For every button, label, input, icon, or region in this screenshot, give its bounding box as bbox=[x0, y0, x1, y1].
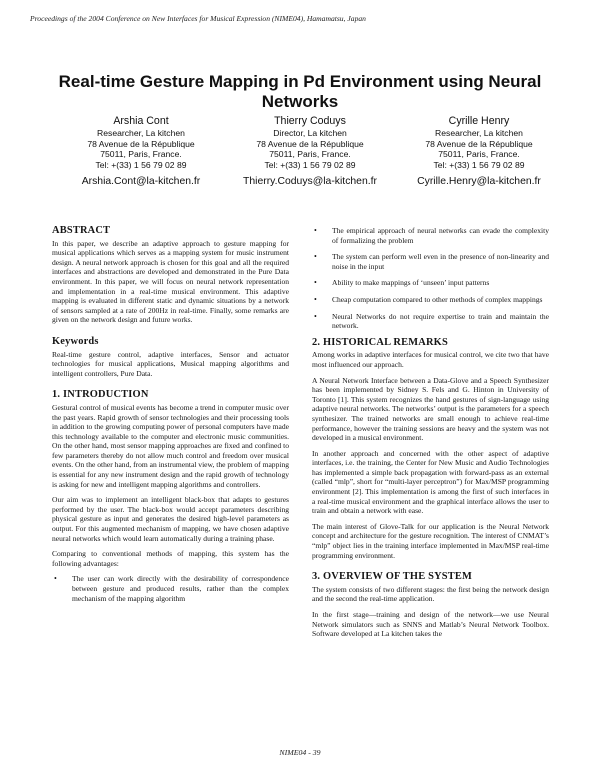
introduction-heading: 1. INTRODUCTION bbox=[52, 389, 149, 401]
author-city: 75011, Paris, France. bbox=[100, 149, 182, 160]
author-city: 75011, Paris, France. bbox=[269, 149, 351, 160]
historical-paragraph: Among works in adaptive interfaces for musical control, we cite two that have most influenced our approach. bbox=[312, 350, 549, 369]
proceedings-header: Proceedings of the 2004 Conference on New Interfaces for Musical Expression (NIME04), Hamamatsu, Japan bbox=[30, 14, 366, 23]
author-email: Cyrille.Henry@la-kitchen.fr bbox=[417, 176, 541, 188]
left-column bbox=[52, 226, 289, 610]
author-role: Researcher, La kitchen bbox=[435, 128, 523, 138]
author-name: Thierry Coduys bbox=[274, 115, 346, 127]
author-3 bbox=[384, 115, 574, 188]
list-item: • Neural Networks do not require expertise to train and maintain the network. bbox=[312, 312, 549, 331]
historical-heading: 2. HISTORICAL REMARKS bbox=[312, 336, 448, 348]
introduction-paragraph: Gestural control of musical events has become a trend in computer music over the past years. Rapid growth of sensor technologies and their processing tools in addition to the growing computing power of personal computers have made this technology available to the computer and electronic music communities. On the other hand, most sensor mapping approaches are fixed and confined to few parameters thereby do not allow much control and freedom over musical events. On the other hand, from an instrumental view, the problem of mapping is essential for any new instrument design and the rapid growth of technology is asking for new and intelligent mapping algorithms and controllers. bbox=[52, 402, 289, 489]
list-item: • Cheap computation compared to other methods of complex mappings bbox=[312, 295, 549, 305]
keywords-heading: Keywords bbox=[52, 335, 99, 347]
page-footer: NIME04 - 39 bbox=[279, 748, 321, 757]
author-2 bbox=[215, 115, 405, 188]
introduction-paragraph: Our aim was to implement an intelligent black-box that adapts to gestures performed by the user. The black-box would accept parameters describing physical gesture as input and generates the desired high-level parameters as output. For this augmented mechanism of mapping, we have chosen adaptive neural networks which would learn automatically during a training phase. bbox=[52, 495, 289, 543]
overview-paragraph: The system consists of two different stages: the first being the network design and the second the real-time application. bbox=[312, 584, 549, 604]
abstract-heading: ABSTRACT bbox=[52, 225, 111, 236]
author-street: 78 Avenue de la République bbox=[87, 138, 195, 149]
author-street: 78 Avenue de la République bbox=[425, 138, 533, 149]
author-name: Cyrille Henry bbox=[448, 115, 510, 127]
author-email: Arshia.Cont@la-kitchen.fr bbox=[81, 176, 201, 188]
paper-title: Real-time Gesture Mapping in Pd Environment using Neural Networks bbox=[58, 72, 542, 111]
author-role: Director, La kitchen bbox=[273, 128, 347, 138]
author-city: 75011, Paris, France. bbox=[438, 149, 520, 160]
advantages-list bbox=[52, 574, 289, 603]
keywords-text: Real-time gesture control, adaptive interfaces, Sensor and actuator technologies for musical applications, Musical mapping algorithms and intelligent controllers, Pure Data. bbox=[52, 349, 289, 378]
author-name: Arshia Cont bbox=[113, 115, 169, 127]
historical-paragraph: In another approach and concerned with the other aspect of adaptive interfaces, i.e. the training, the Center for New Music and Audio Technologies has implemented a simple back propagation with forward-pass as an external (called “mlp”, short for “multi-layer perceptron”) for Max/MSP programming environment [2]. This implementation is among the first of such interfaces in a real-time musical environment and the graphical interface allows the user to train and obtain a network with ease. bbox=[312, 448, 549, 516]
historical-paragraph: The main interest of Glove-Talk for our application is the Neural Network concept and architecture for the gesture recognition. The interest of CNMAT’s “mlp” object lies in the training interface implemented in Max/MSP real-time programming environment. bbox=[312, 521, 549, 560]
list-item: • The system can perform well even in the presence of non-linearity and noise in the input bbox=[312, 252, 549, 271]
list-item: • The user can work directly with the desirability of correspondence between gesture and produced results, rather than the complex mechanism of the mapping algorithm bbox=[52, 574, 289, 603]
author-street: 78 Avenue de la République bbox=[256, 138, 364, 149]
abstract-text: In this paper, we describe an adaptive approach to gesture mapping for musical applications which serves as a mapping system for music instrument design. A neural network approach is chosen for this goal and all the required interfaces and abstractions are developed and demonstrated in the Pure Data environment. In this paper, we will focus on neural network representation and implementation in a real-time musical environment. This adaptive mapping is evaluated in different static and dynamic situations by a network of sensors sampled at a rate of 200Hz in real-time. Finally, some remarks are given on the network design and future works. bbox=[52, 238, 289, 325]
author-role: Researcher, La kitchen bbox=[97, 128, 185, 138]
right-column bbox=[312, 226, 549, 645]
author-tel: Tel: +(33) 1 56 79 02 89 bbox=[433, 159, 525, 170]
overview-heading: 3. OVERVIEW OF THE SYSTEM bbox=[312, 571, 473, 583]
list-item: • Ability to make mappings of ‘unseen’ input patterns bbox=[312, 278, 549, 288]
author-1 bbox=[46, 115, 236, 188]
historical-paragraph: A Neural Network Interface between a Data-Glove and a Speech Synthesizer has been implemented by Sidney S. Fels and G. Hinton in University of Toronto [1]. This system recognizes the hand gestures of sign-language using adaptive neural networks. The networks’ output is the parameters for a speech synthesizer. The trained networks are small enough to achieve real-time performance, however the training sessions are heavy and the system was not developed in a musical environment. bbox=[312, 375, 549, 443]
overview-paragraph: In the first stage—training and design of the network—we use Neural Network simulators such as SNNS and Matlab’s Neural Network Toolbox. Software developed at La kitchen takes the bbox=[312, 610, 549, 639]
author-email: Thierry.Coduys@la-kitchen.fr bbox=[243, 176, 377, 188]
author-tel: Tel: +(33) 1 56 79 02 89 bbox=[95, 159, 187, 170]
list-item: • The empirical approach of neural networks can evade the complexity of formalizing the problem bbox=[312, 226, 549, 245]
author-tel: Tel: +(33) 1 56 79 02 89 bbox=[264, 159, 356, 170]
advantages-list-continued bbox=[312, 226, 549, 331]
introduction-paragraph: Comparing to conventional methods of mapping, this system has the following advantages: bbox=[52, 549, 289, 568]
